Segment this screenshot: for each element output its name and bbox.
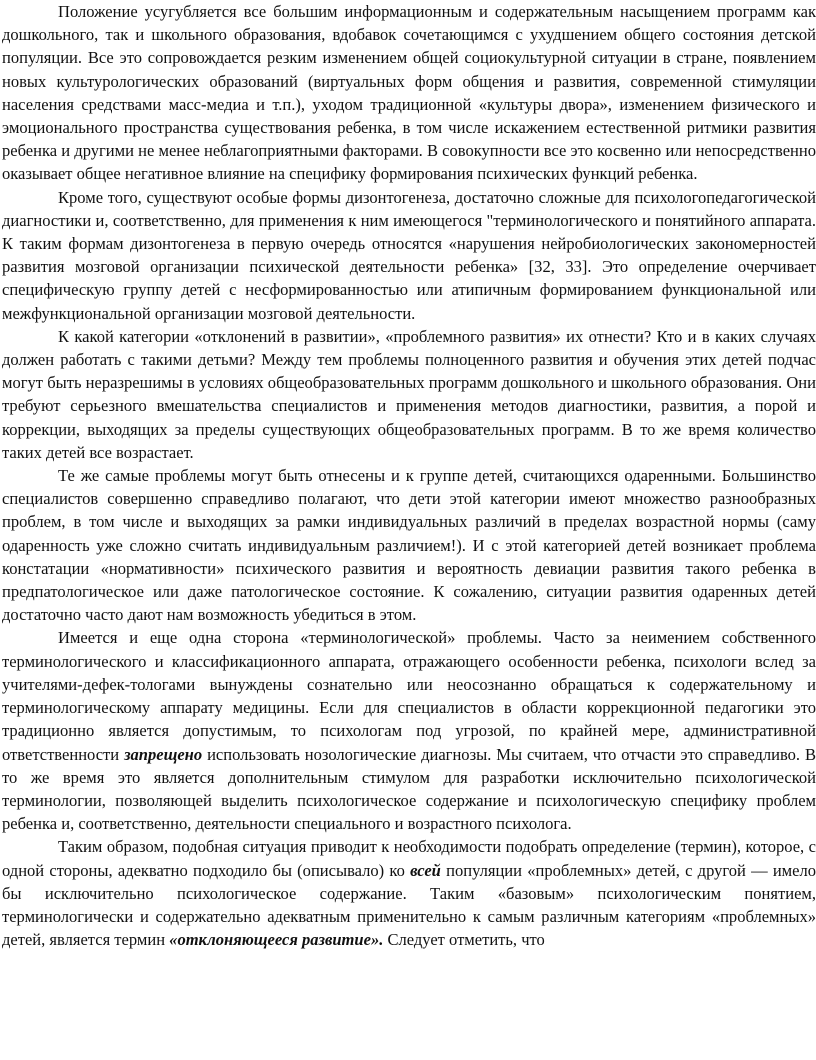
- paragraph-1: [2, 0, 816, 186]
- paragraph-6-text-part-1: Таким образом, подобная ситуация приводит к необходимости подобрать определение (термин), которое, с одной стороны, адекватно подходило бы (описывало) ко: [2, 837, 816, 880]
- document-body: [2, 0, 816, 951]
- paragraph-5-text-part-2: использовать нозологические диагнозы. Мы считаем, что отчасти это справедливо. В то же время это является дополнительным стимулом для разработки исключительно психологической терминологии, позволяющей выделить психологическое содержание и психологическую специфику проблем ребенка и, соответственно, деятельности специального и возрастного психолога.: [2, 744, 816, 834]
- paragraph-6-text-part-2: популяции «проблемных» детей, с другой — имело бы исключительно психологическое содержание. Таким «базовым» психологическим понятием, терминологически и содержательно адекватным применительно к самым различным категориям «проблемных» детей, является термин: [2, 860, 816, 950]
- emphasis-forbidden: запрещено: [124, 744, 203, 764]
- emphasis-deviant-development: «отклоняющееся развитие».: [169, 930, 384, 950]
- paragraph-6: [2, 835, 816, 951]
- paragraph-3: [2, 325, 816, 464]
- paragraph-4: [2, 464, 816, 626]
- paragraph-6-text-part-3: Следует отметить, что: [383, 930, 545, 950]
- paragraph-5: [2, 626, 816, 835]
- paragraph-3-text: К какой категории «отклонений в развитии», «проблемного развития» их отнести? Кто и в каких случаях должен работать с такими детьми? Между тем проблемы полноценного развития и обучения этих детей подчас могут быть неразрешимы в условиях общеобразовательных программ дошкольного и школьного образования. Они требуют серьезного вмешательства специалистов и применения методов диагностики, развития, а порой и коррекции, выходящих за пределы существующих общеобразовательных программ. В то же время количество таких детей все возрастает.: [2, 326, 816, 462]
- paragraph-1-text: Положение усугубляется все большим информационным и содержательным насыщением программ как дошкольного, так и школьного образования, вдобавок сочетающимся с ухудшением общего состояния детской популяции. Все это сопровождается резким изменением общей социокультурной ситуации в стране, появлением новых культурологических образований (виртуальных форм общения и развития, современной стимуляции населения средствами масс-медиа и т.п.), уходом традиционной «культуры двора», изменением физического и эмоционального пространства существования ребенка, в том числе искажением естественной ритмики развития ребенка и другими не менее неблагоприятными факторами. В совокупности все это косвенно или непосредственно оказывает общее негативное влияние на специфику формирования психических функций ребенка.: [2, 2, 816, 184]
- paragraph-2-text: Кроме того, существуют особые формы дизонтогенеза, достаточно сложные для психологопедагогической диагностики и, соответственно, для применения к ним имеющегося "терминологического и понятийного аппарата. К таким формам дизонтогенеза в первую очередь относятся «нарушения нейробиологических закономерностей развития мозговой организации психической деятельности ребенка» [32, 33]. Это определение очерчивает специфическую группу детей с несформированностью или атипичным формированием функциональной или межфункциональной организации мозговой деятельности.: [2, 187, 816, 323]
- paragraph-4-text: Те же самые проблемы могут быть отнесены и к группе детей, считающихся одаренными. Большинство специалистов совершенно справедливо полагают, что дети этой категории имеют множество разнообразных проблем, в том числе и выходящих за рамки индивидуальных различий в пределах возрастной нормы (саму одаренность уже сложно считать индивидуальным различием!). И с этой категорией детей возникает проблема констатации «нормативности» психического развития и вероятность девиации развития такого ребенка в предпатологическое или даже патологическое состояние. К сожалению, ситуации развития одаренных детей достаточно часто дают нам возможность убедиться в этом.: [2, 466, 816, 625]
- paragraph-5-text-part-1: Имеется и еще одна сторона «терминологической» проблемы. Часто за неимением собственного терминологического и классификационного аппарата, отражающего особенности ребенка, психологи вслед за учителями-дефек-тологами вынуждены сознательно или неосознанно обращаться к содержательному и терминологическому аппарату медицины. Если для специалистов в области коррекционной педагогики это традиционно является допустимым, то психологам под угрозой, по крайней мере, административной ответственности: [2, 628, 816, 764]
- paragraph-2: [2, 186, 816, 325]
- emphasis-entire: всей: [410, 860, 441, 880]
